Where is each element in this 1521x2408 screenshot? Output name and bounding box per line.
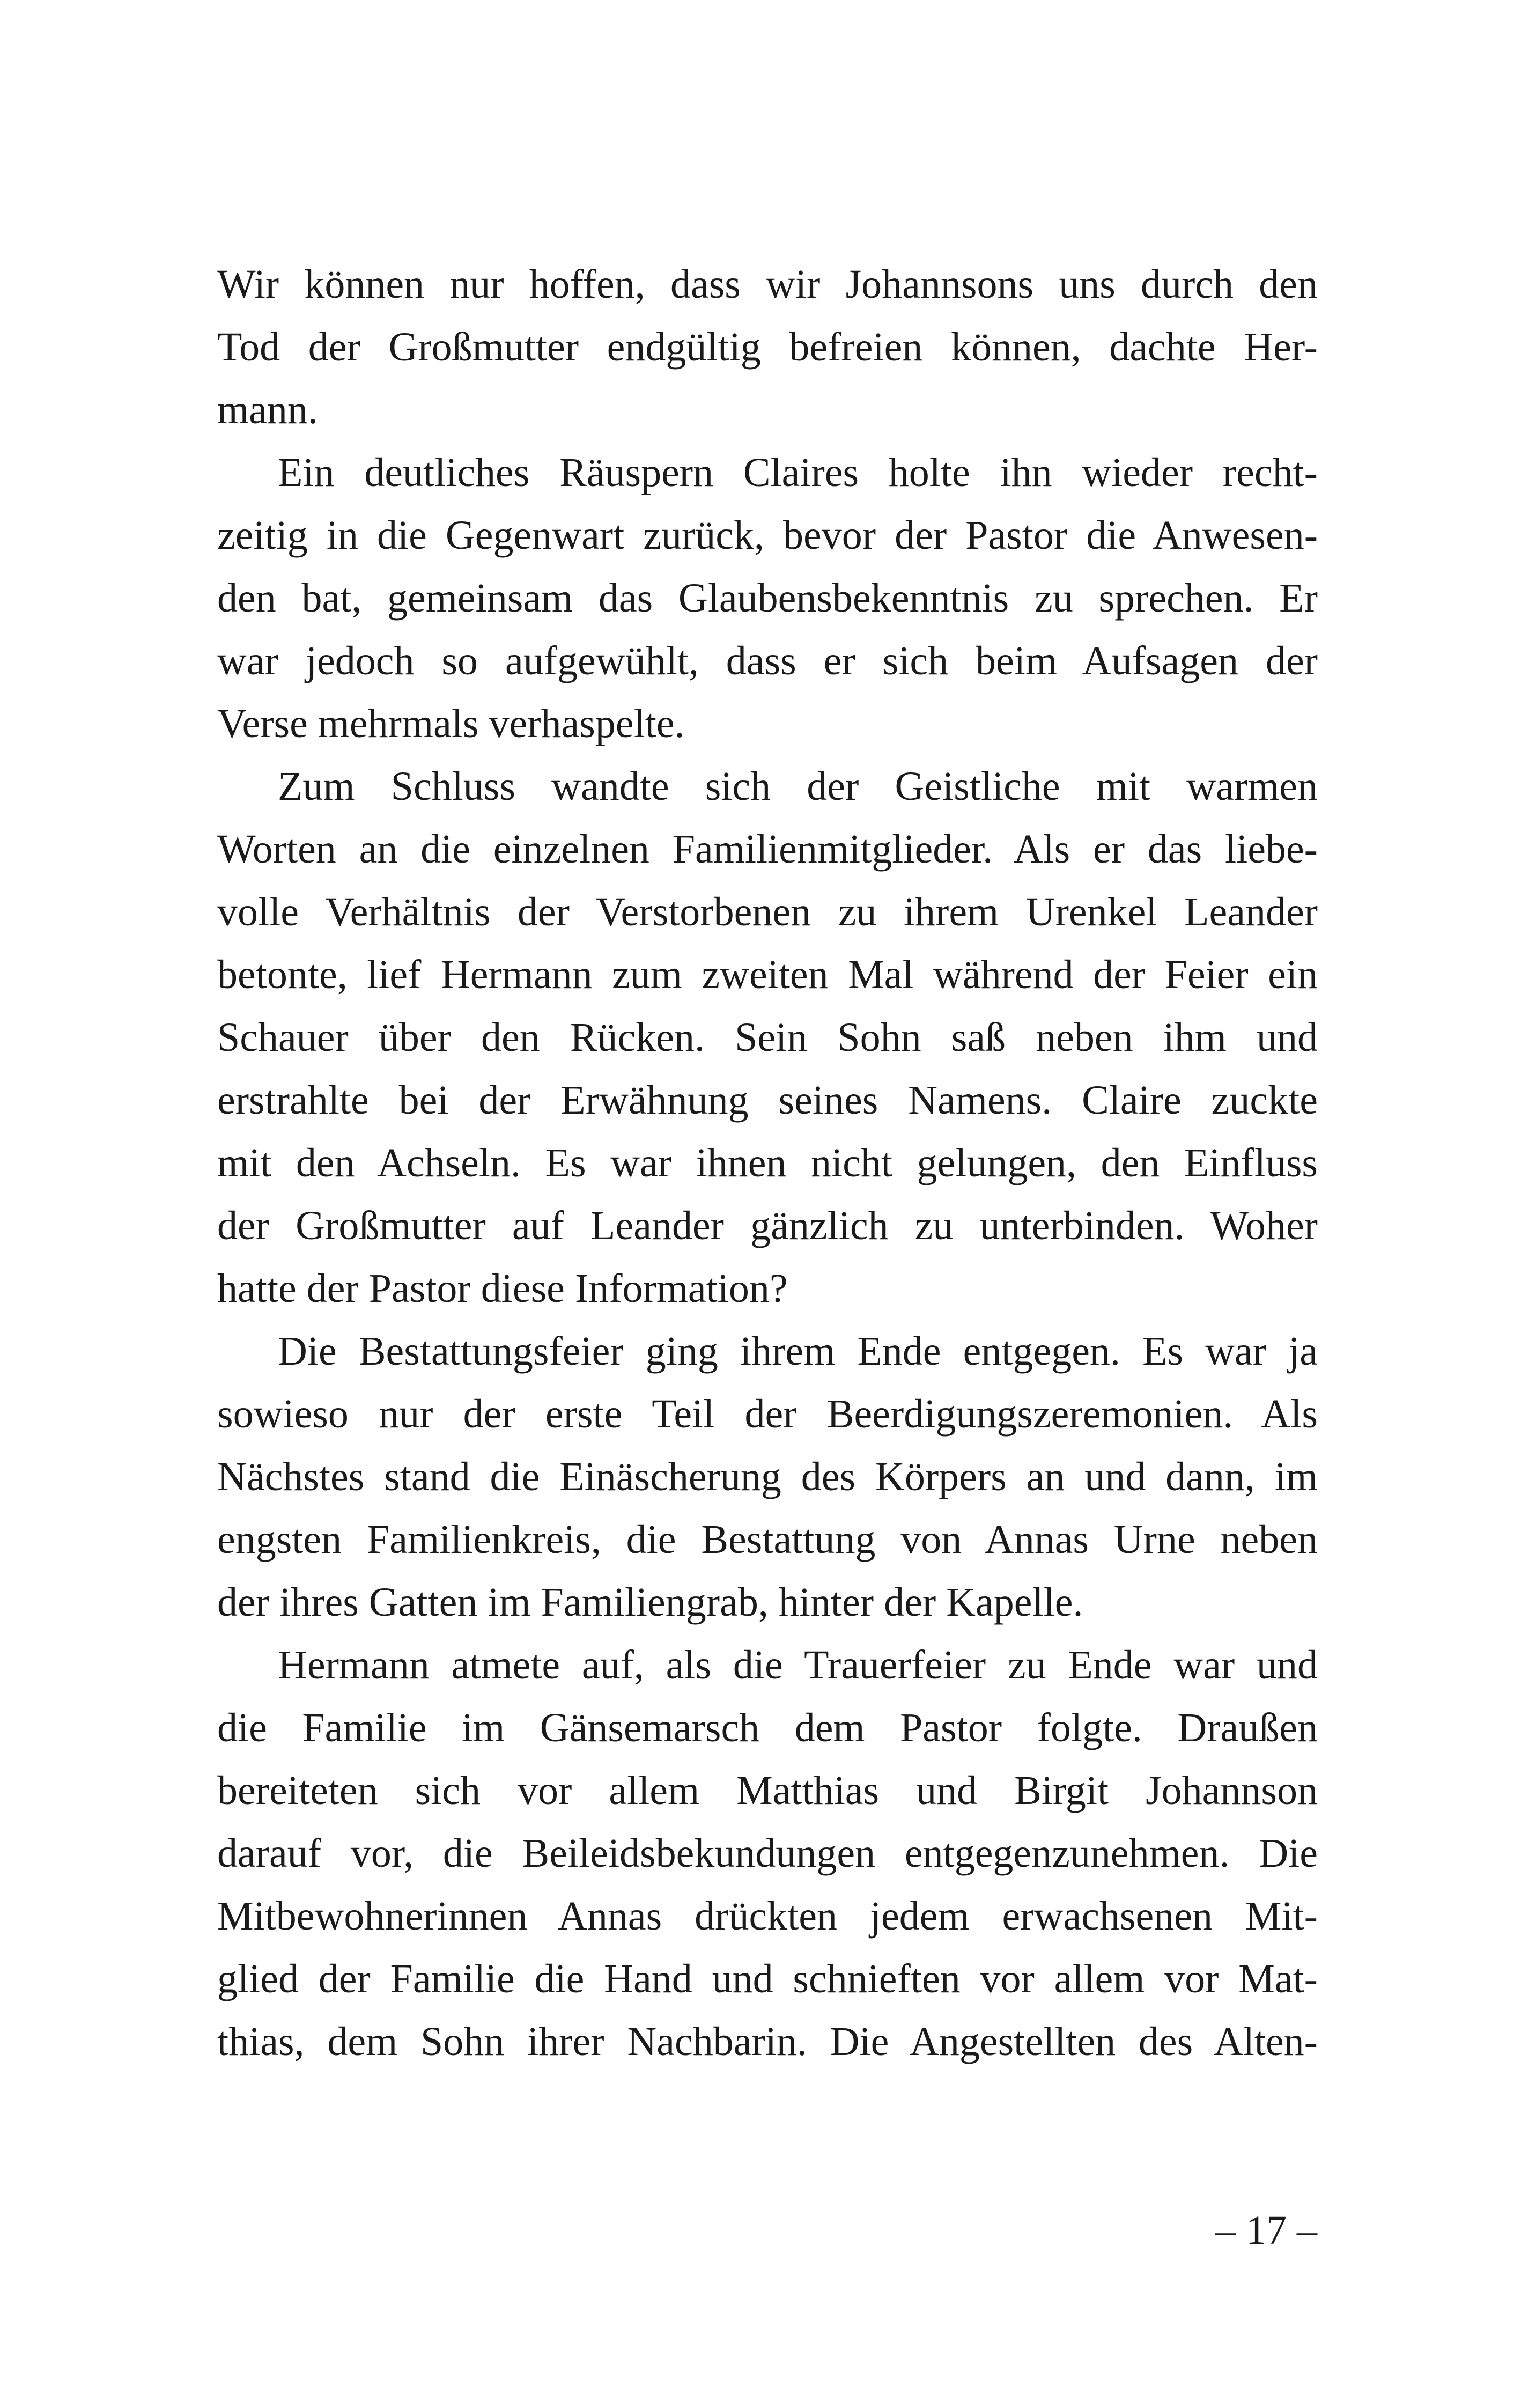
text-line: Zum Schluss wandte sich der Geistliche mit warmen bbox=[278, 764, 1318, 809]
text-line: Verse mehrmals verhaspelte. bbox=[217, 701, 685, 746]
text-line: mit den Achseln. Es war ihnen nicht gelungen, den Einfluss bbox=[217, 1140, 1318, 1185]
paragraph bbox=[217, 441, 1318, 755]
page-number: – 17 – bbox=[1215, 2208, 1317, 2253]
text-line: erstrahlte bei der Erwähnung seines Namens. Claire zuckte bbox=[217, 1078, 1318, 1123]
text-line: bereiteten sich vor allem Matthias und Birgit Johannson bbox=[217, 1768, 1318, 1813]
text-line: zeitig in die Gegenwart zurück, bevor der Pastor die Anwesen- bbox=[217, 513, 1318, 558]
text-line: Worten an die einzelnen Familienmitglieder. Als er das liebe- bbox=[217, 827, 1318, 872]
text-line: Die Bestattungsfeier ging ihrem Ende entgegen. Es war ja bbox=[278, 1329, 1318, 1374]
paragraph bbox=[217, 253, 1318, 441]
text-line: sowieso nur der erste Teil der Beerdigungszeremonien. Als bbox=[217, 1391, 1318, 1437]
paragraph bbox=[217, 1320, 1318, 1634]
text-line: der Großmutter auf Leander gänzlich zu unterbinden. Woher bbox=[217, 1203, 1318, 1248]
text-line: volle Verhältnis der Verstorbenen zu ihrem Urenkel Leander bbox=[217, 889, 1318, 934]
body-text bbox=[217, 253, 1318, 2073]
text-line: war jedoch so aufgewühlt, dass er sich beim Aufsagen der bbox=[217, 638, 1318, 683]
text-line: engsten Familienkreis, die Bestattung von Annas Urne neben bbox=[217, 1517, 1318, 1562]
paragraph bbox=[217, 755, 1318, 1320]
text-line: Hermann atmete auf, als die Trauerfeier zu Ende war und bbox=[278, 1643, 1318, 1688]
text-line: Ein deutliches Räuspern Claires holte ihn wieder recht- bbox=[278, 450, 1318, 495]
text-line: Wir können nur hoffen, dass wir Johannsons uns durch den bbox=[217, 262, 1318, 307]
text-line: den bat, gemeinsam das Glaubensbekenntnis zu sprechen. Er bbox=[217, 576, 1318, 621]
text-line: thias, dem Sohn ihrer Nachbarin. Die Angestellten des Alten- bbox=[217, 2019, 1318, 2064]
text-line: darauf vor, die Beileidsbekundungen entgegenzunehmen. Die bbox=[217, 1831, 1318, 1876]
paragraph bbox=[217, 1634, 1318, 2073]
text-line: betonte, lief Hermann zum zweiten Mal während der Feier ein bbox=[217, 952, 1318, 997]
text-line: mann. bbox=[217, 387, 318, 432]
text-line: Mitbewohnerinnen Annas drückten jedem erwachsenen Mit- bbox=[217, 1894, 1318, 1939]
text-line: Schauer über den Rücken. Sein Sohn saß neben ihm und bbox=[217, 1015, 1318, 1060]
text-line: der ihres Gatten im Familiengrab, hinter der Kapelle. bbox=[217, 1580, 1083, 1625]
text-line: Tod der Großmutter endgültig befreien können, dachte Her- bbox=[217, 325, 1318, 370]
text-line: die Familie im Gänsemarsch dem Pastor folgte. Draußen bbox=[217, 1705, 1318, 1750]
text-line: hatte der Pastor diese Information? bbox=[217, 1266, 788, 1311]
text-line: glied der Familie die Hand und schnieften vor allem vor Mat- bbox=[217, 1956, 1318, 2001]
text-line: Nächstes stand die Einäscherung des Körpers an und dann, im bbox=[217, 1454, 1318, 1499]
